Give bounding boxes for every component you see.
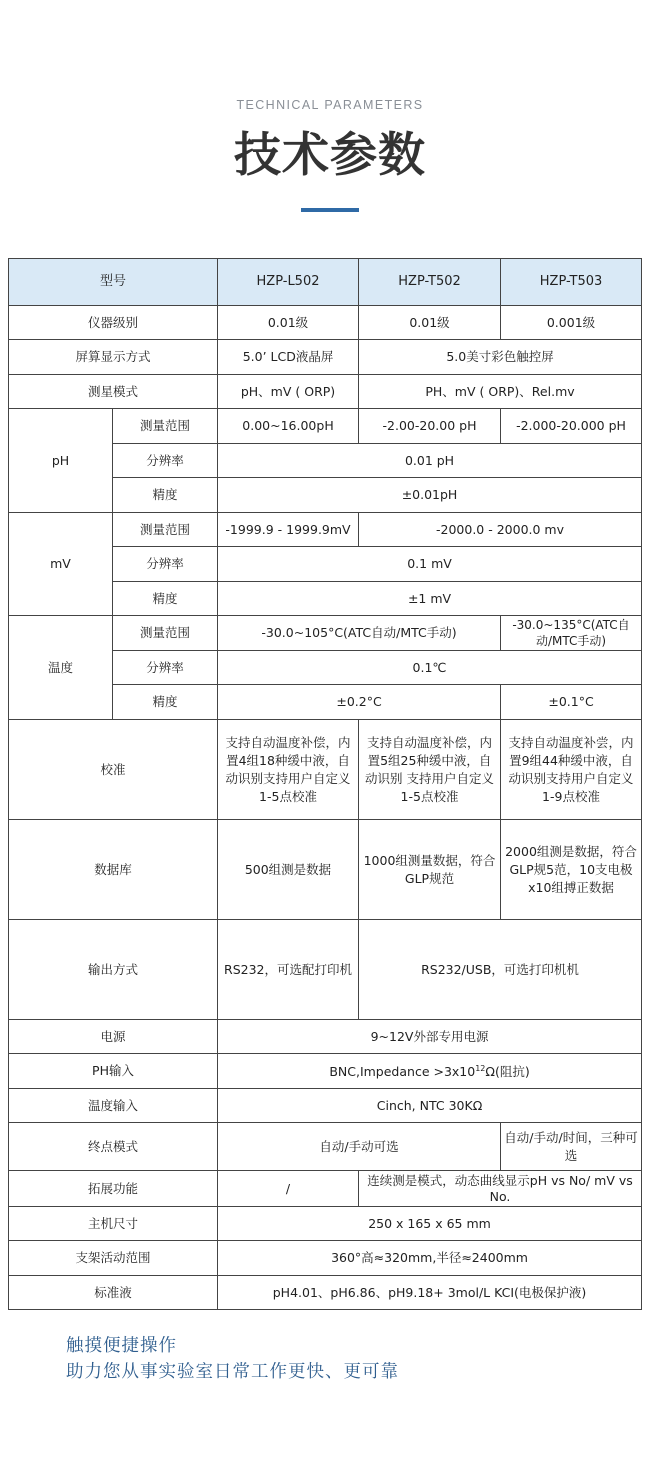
table-row <box>9 375 642 409</box>
header-model-t503: HZP-T503 <box>501 259 642 306</box>
row-label-endpoint: 终点模式 <box>9 1123 218 1171</box>
group-label-mv: mV <box>9 513 113 616</box>
ph-resolution-label: 分辨率 <box>113 444 218 478</box>
mv-accuracy: ±1 mV <box>218 582 642 616</box>
ph-input-unit: Ω(阻抗) <box>485 1064 530 1080</box>
row-label-mode: 测星模式 <box>9 375 218 409</box>
group-label-temp: 温度 <box>9 616 113 720</box>
ph-accuracy-label: 精度 <box>113 478 218 513</box>
stand-value: 360°高≈320mm,半径≈2400mm <box>218 1241 642 1276</box>
ph-range-label: 测量范围 <box>113 409 218 444</box>
footer-tagline-1: 触摸便捷操作 <box>66 1336 177 1356</box>
mv-range-l502: -1999.9 - 1999.9mV <box>218 513 359 547</box>
temp-resolution-label: 分辨率 <box>113 651 218 685</box>
output-t-series: RS232/USB，可选打印机机 <box>359 920 642 1020</box>
table-row <box>9 1276 642 1310</box>
mv-range-t-series: -2000.0 - 2000.0 mv <box>359 513 642 547</box>
table-row <box>9 409 642 444</box>
temp-accuracy-t503: ±0.1°C <box>501 685 642 720</box>
mv-range-label: 测量范围 <box>113 513 218 547</box>
table-row <box>9 1123 642 1171</box>
grade-t503: 0.001级 <box>501 306 642 340</box>
ph-range-l502: 0.00~16.00pH <box>218 409 359 444</box>
row-label-output: 输出方式 <box>9 920 218 1020</box>
display-l502: 5.0’ LCD液晶屏 <box>218 340 359 375</box>
database-t502: 1000组测量数据，符合GLP规范 <box>359 820 501 920</box>
table-row <box>9 720 642 820</box>
grade-l502: 0.01级 <box>218 306 359 340</box>
temp-accuracy-l502-t502: ±0.2°C <box>218 685 501 720</box>
header-model-l502: HZP-L502 <box>218 259 359 306</box>
power-value: 9~12V外部专用电源 <box>218 1020 642 1054</box>
extension-t-series: 连续测是模式，动态曲线显示pH vs No/ mV vs No. <box>359 1171 642 1207</box>
temp-accuracy-label: 精度 <box>113 685 218 720</box>
table-row <box>9 820 642 920</box>
calibration-t502: 支持自动温度补偿，内置5组25种缓中液，自动识别 支持用户自定义1-5点校准 <box>359 720 501 820</box>
row-label-grade: 仪器级别 <box>9 306 218 340</box>
row-label-power: 电源 <box>9 1020 218 1054</box>
calibration-l502: 支持自动温度补偿，内置4组18种缓中液，自动识别支持用户自定义1-5点校准 <box>218 720 359 820</box>
table-row <box>9 1207 642 1241</box>
group-label-ph: pH <box>9 409 113 513</box>
section-subtitle: TECHNICAL PARAMETERS <box>236 98 424 112</box>
mode-l502: pH、mV ( ORP) <box>218 375 359 409</box>
endpoint-t503: 自动/手动/时间，三种可选 <box>501 1123 642 1171</box>
temp-input-value: Cinch, NTC 30KΩ <box>218 1089 642 1123</box>
ph-range-t503: -2.000-20.000 pH <box>501 409 642 444</box>
mv-resolution-label: 分辨率 <box>113 547 218 582</box>
calibration-t503: 支持自动温度补尝，内置9组44种缓中液，自动识别支持用户自定义1-9点校准 <box>501 720 642 820</box>
table-row <box>9 1241 642 1276</box>
temp-resolution: 0.1℃ <box>218 651 642 685</box>
spec-table <box>8 258 642 1310</box>
table-row <box>9 1020 642 1054</box>
ph-range-t502: -2.00-20.00 pH <box>359 409 501 444</box>
display-t-series: 5.0美寸彩色触控屏 <box>359 340 642 375</box>
table-row <box>9 1089 642 1123</box>
page-title: 技术参数 <box>234 128 426 183</box>
ph-input-value <box>218 1054 642 1089</box>
row-label-stand: 支架活动范围 <box>9 1241 218 1276</box>
title-underline <box>301 208 359 212</box>
footer-tagline-2: 助力您从事实验室日常工作更快、更可靠 <box>66 1362 399 1382</box>
endpoint-l502-t502: 自动/手动可选 <box>218 1123 501 1171</box>
row-label-ph-input: PH输入 <box>9 1054 218 1089</box>
output-l502: RS232，可选配打印机 <box>218 920 359 1020</box>
row-label-calibration: 校准 <box>9 720 218 820</box>
table-row <box>9 616 642 651</box>
table-row <box>9 340 642 375</box>
row-label-temp-input: 温度输入 <box>9 1089 218 1123</box>
mv-accuracy-label: 精度 <box>113 582 218 616</box>
row-label-standard: 标准液 <box>9 1276 218 1310</box>
ph-accuracy: ±0.01pH <box>218 478 642 513</box>
ph-resolution: 0.01 pH <box>218 444 642 478</box>
temp-range-l502-t502: -30.0~105°C(ATC自动/MTC手动) <box>218 616 501 651</box>
table-row <box>9 513 642 547</box>
grade-t502: 0.01级 <box>359 306 501 340</box>
temp-range-label: 测量范围 <box>113 616 218 651</box>
table-header-row <box>9 259 642 306</box>
table-row <box>9 1171 642 1207</box>
database-l502: 500组测是数据 <box>218 820 359 920</box>
temp-range-t503: -30.0~135°C(ATC自动/MTC手动) <box>501 616 642 651</box>
extension-l502: / <box>218 1171 359 1207</box>
table-row <box>9 1054 642 1089</box>
mv-resolution: 0.1 mV <box>218 547 642 582</box>
size-value: 250 x 165 x 65 mm <box>218 1207 642 1241</box>
standard-value: pH4.01、pH6.86、pH9.18+ 3mol/L KCI(电极保护液) <box>218 1276 642 1310</box>
table-row <box>9 306 642 340</box>
row-label-database: 数据库 <box>9 820 218 920</box>
header-model-t502: HZP-T502 <box>359 259 501 306</box>
ph-input-exponent: 12 <box>475 1064 486 1074</box>
row-label-display: 屏算显示方式 <box>9 340 218 375</box>
row-label-size: 主机尺寸 <box>9 1207 218 1241</box>
database-t503: 2000组测是数据，符合GLP规5范，10支电极x10组搏正数据 <box>501 820 642 920</box>
row-label-extension: 拓展功能 <box>9 1171 218 1207</box>
mode-t-series: PH、mV ( ORP)、Rel.mv <box>359 375 642 409</box>
ph-input-text: BNC,Impedance >3x10 <box>329 1064 476 1080</box>
table-row <box>9 920 642 1020</box>
header-model-label: 型号 <box>9 259 218 306</box>
